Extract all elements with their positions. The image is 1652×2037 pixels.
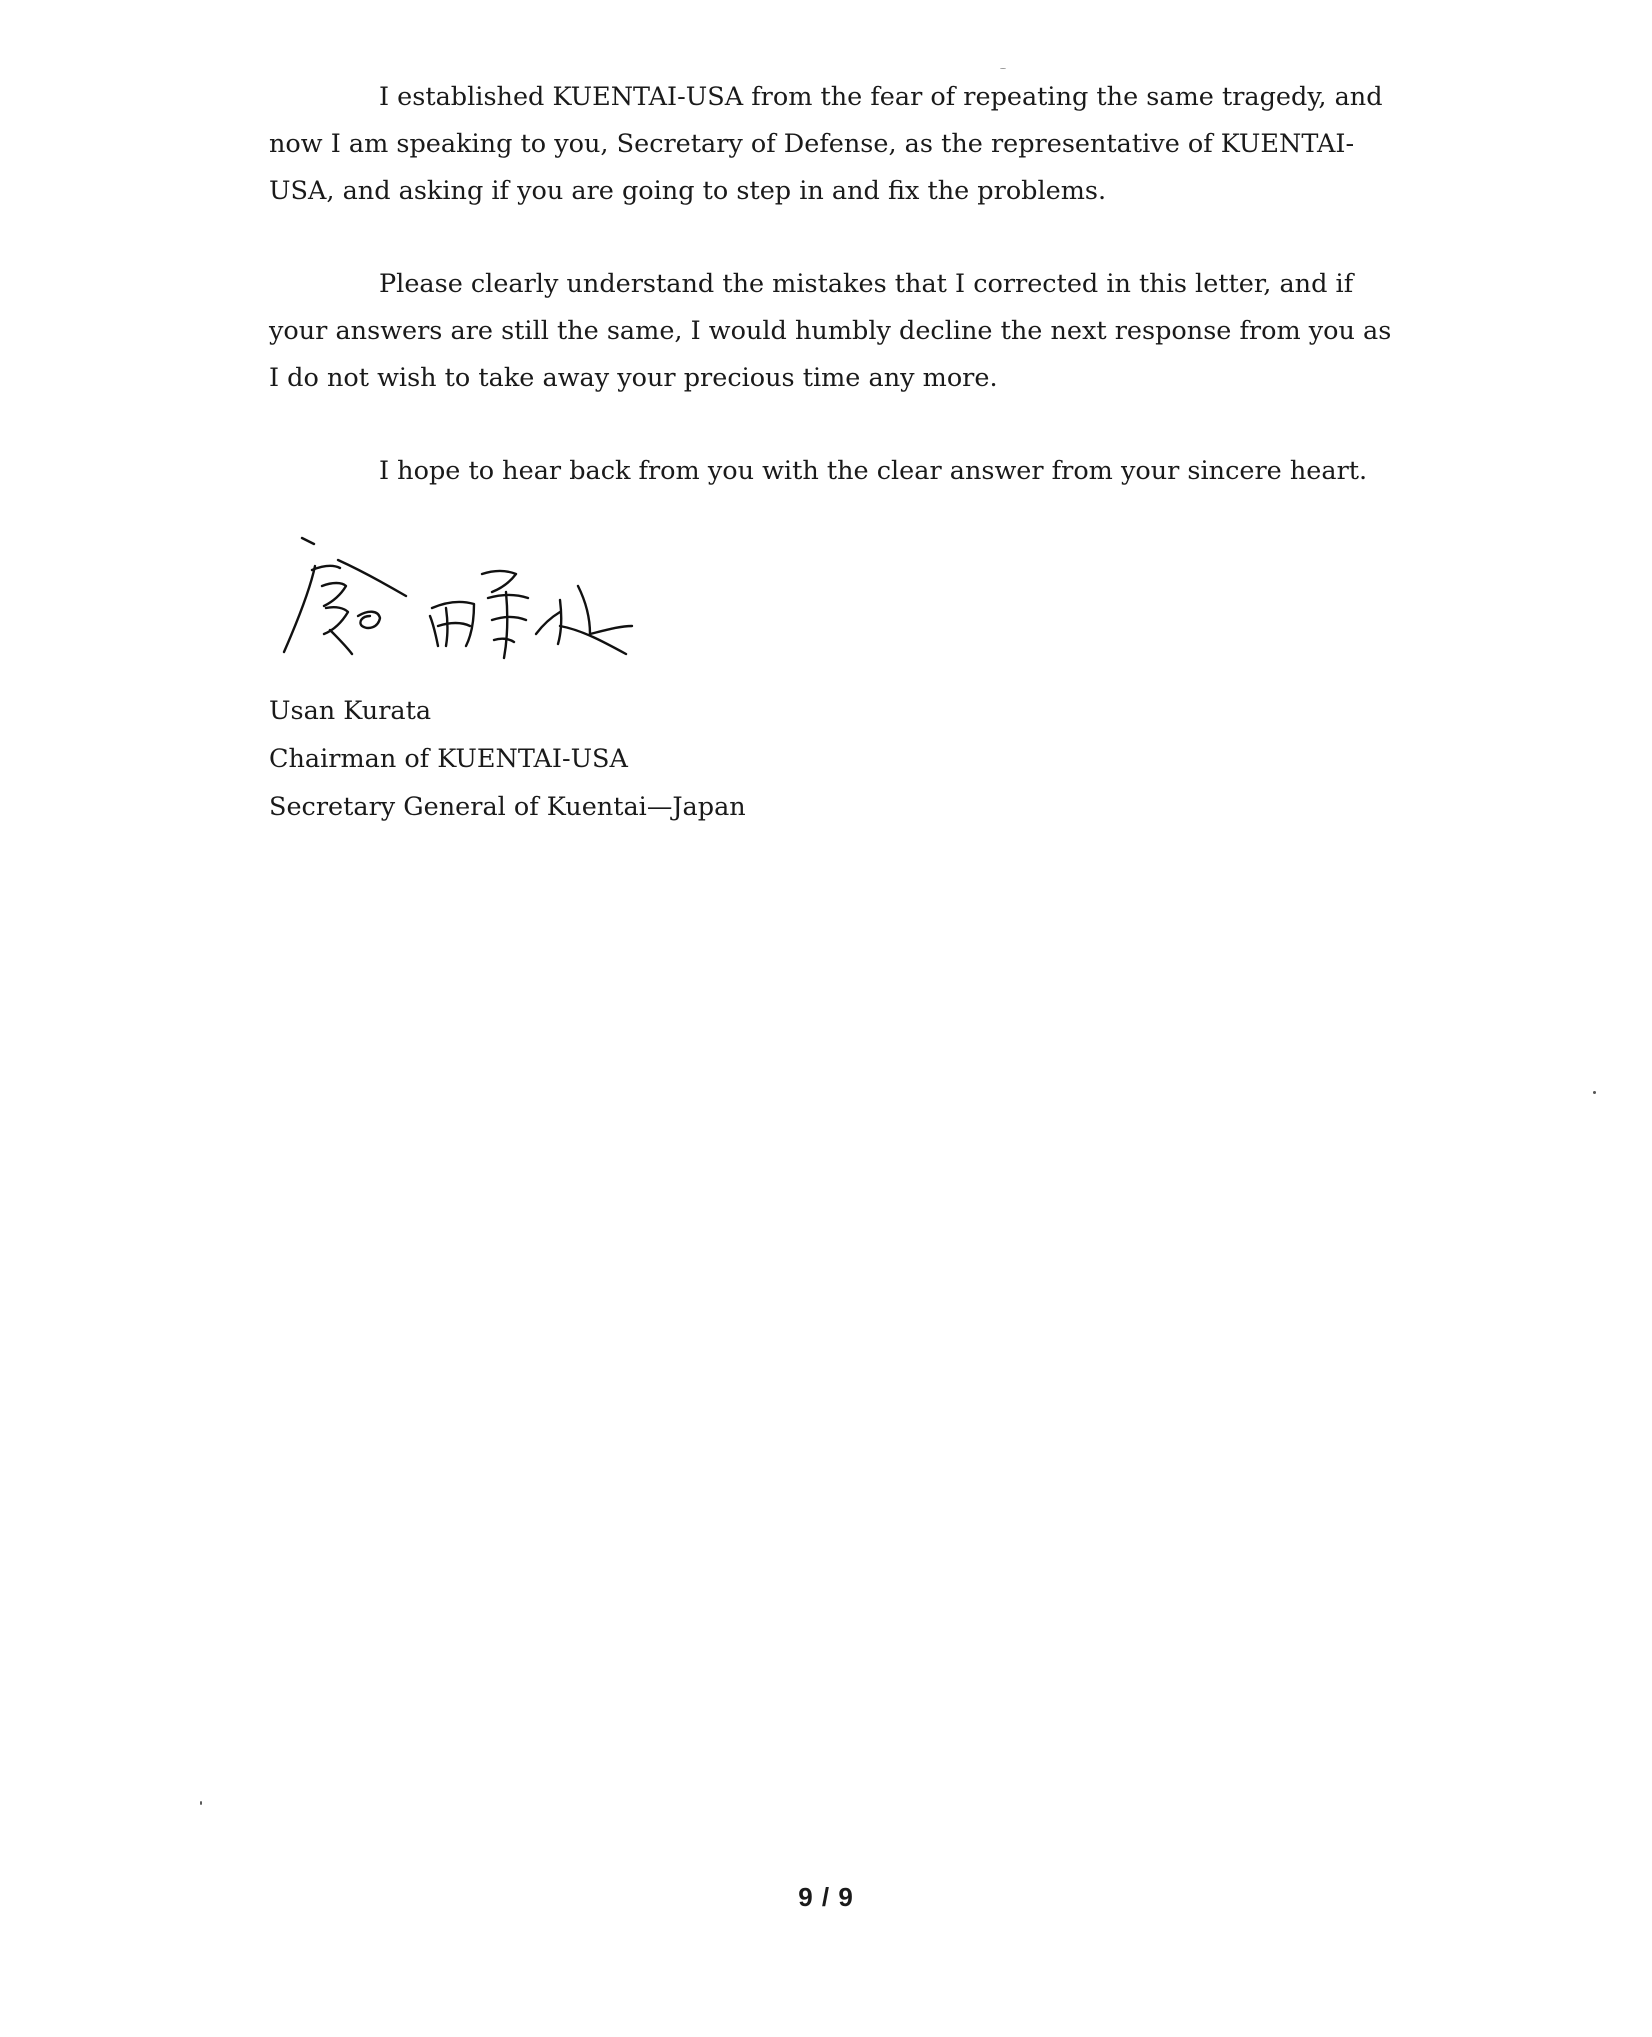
- signer-title-1: Chairman of KUENTAI-USA: [269, 744, 628, 774]
- letter-body: [269, 74, 1399, 495]
- signer-name: Usan Kurata: [269, 696, 432, 726]
- signer-title-2: Secretary General of Kuentai—Japan: [269, 792, 746, 822]
- scan-speck: [1593, 1091, 1596, 1094]
- scan-speck: [1000, 68, 1006, 69]
- signature-block: [269, 687, 746, 831]
- paragraph-2: Please clearly understand the mistakes that I corrected in this letter, and if your answers are still the same, I would humbly decline the next response from you as I do not wish to take away your precious time any more.: [269, 269, 1392, 393]
- page-number: 9 / 9: [798, 1882, 854, 1912]
- handwritten-signature: [260, 530, 710, 680]
- scan-speck: [200, 1801, 202, 1805]
- paragraph-1: I established KUENTAI-USA from the fear of repeating the same tragedy, and now I am speaking to you, Secretary of Defense, as the representative of KUENTAI-USA, and asking if you are going to step in and fix the problems.: [269, 82, 1383, 206]
- paragraph-3: I hope to hear back from you with the clear answer from your sincere heart.: [379, 456, 1368, 486]
